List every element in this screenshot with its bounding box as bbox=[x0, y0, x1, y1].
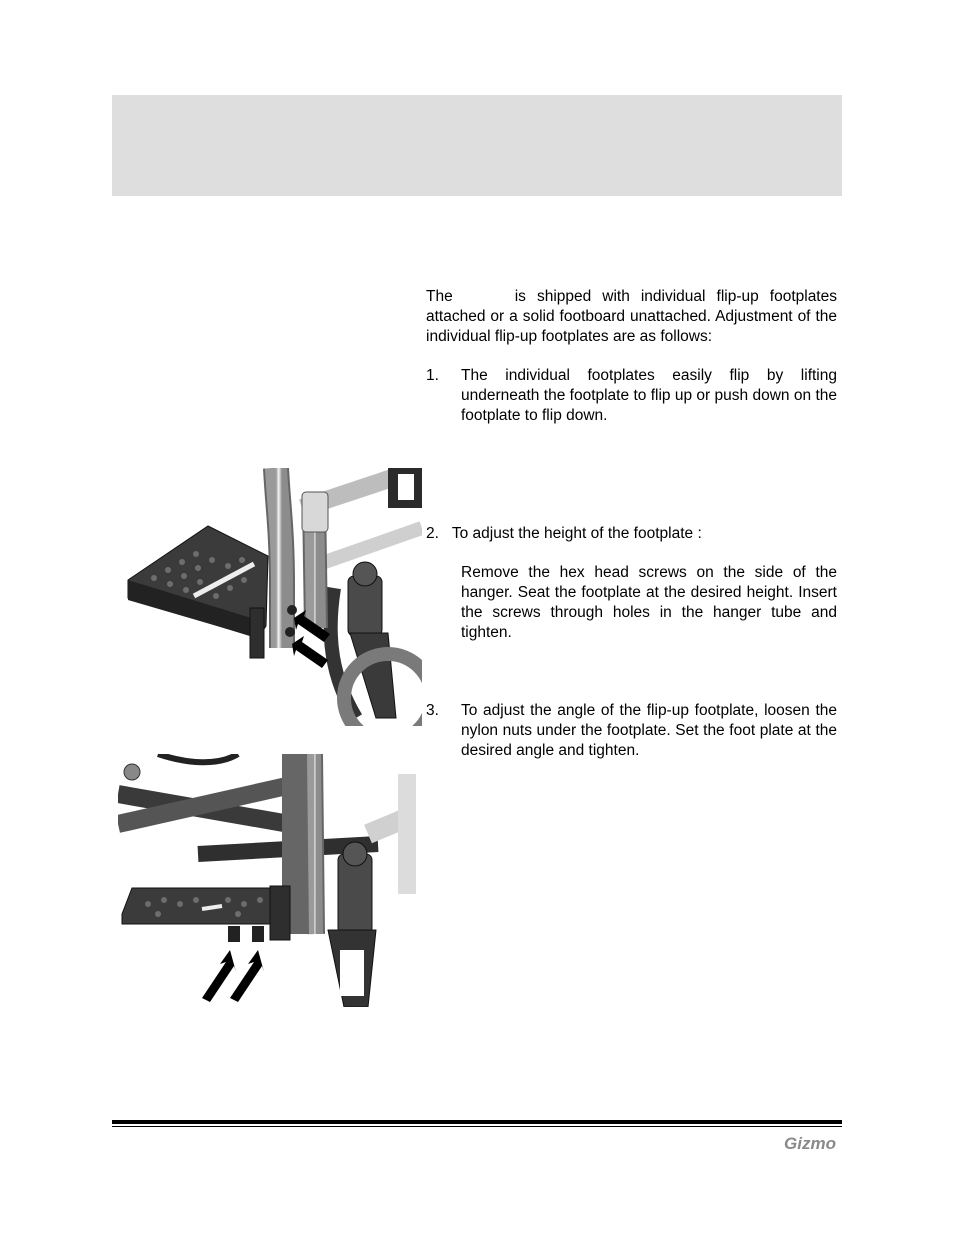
footer-rule-thin bbox=[112, 1126, 842, 1127]
step-2-heading bbox=[426, 524, 837, 544]
intro-paragraph bbox=[426, 287, 837, 347]
step-text: The individual footplates easily flip by lifting underneath the footplate to flip up or push down on the footplate to flip down. bbox=[461, 367, 837, 424]
footer-brand: Gizmo bbox=[784, 1134, 836, 1153]
footplate-angle-illustration bbox=[118, 754, 416, 1007]
step-1 bbox=[426, 366, 837, 426]
step-2 bbox=[426, 524, 837, 643]
header-band bbox=[112, 95, 842, 196]
footplate-height-illustration bbox=[126, 468, 422, 726]
step-title: To adjust the height of the footplate : bbox=[451, 525, 702, 542]
step-3 bbox=[426, 701, 837, 761]
step-number: 3. bbox=[426, 702, 439, 719]
intro-lead: The bbox=[426, 288, 453, 305]
step-text: Remove the hex head screws on the side of the hanger. Seat the footplate at the desired height. Insert the screws through holes in the hanger tube and tighten. bbox=[461, 564, 837, 641]
footer-rule bbox=[112, 1120, 842, 1124]
intro-text: is shipped with individual flip-up footplates attached or a solid footboard unattached. Adjustment of the individual flip-up footplates are as follows: bbox=[426, 288, 837, 345]
step-text: To adjust the angle of the flip-up footplate, loosen the nylon nuts under the footplate. Set the foot plate at the desired angle and tighten. bbox=[461, 702, 837, 759]
step-number: 2. bbox=[426, 525, 439, 542]
step-number: 1. bbox=[426, 367, 439, 384]
